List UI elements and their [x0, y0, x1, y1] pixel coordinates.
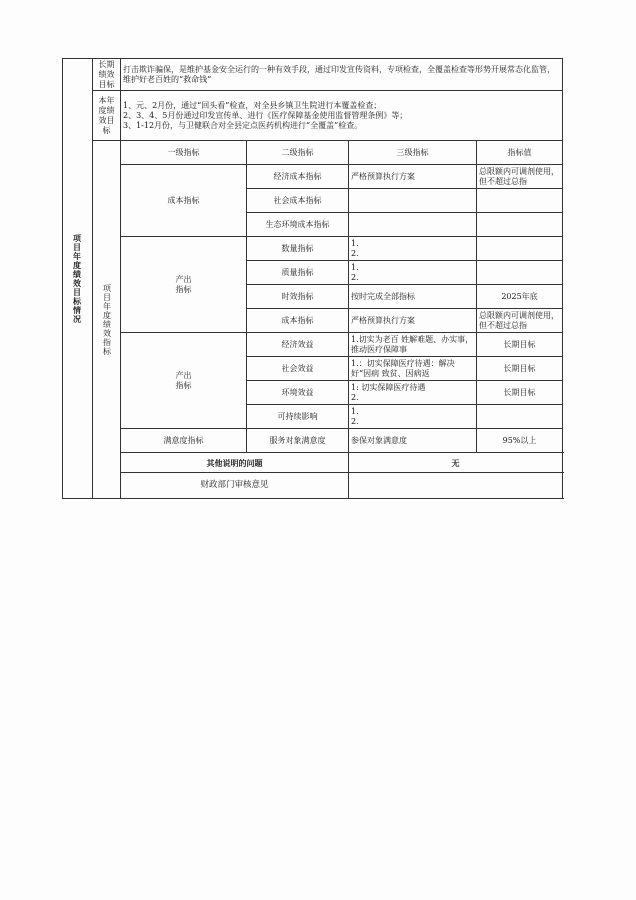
- value-cell: 总限额内可调剂使用，但不超过总指: [477, 165, 563, 189]
- performance-table: [62, 58, 563, 499]
- indicator-label: 项目年度绩效指标: [93, 141, 121, 499]
- value-cell: 长期目标: [477, 381, 563, 405]
- level3-cell: 1.：切实保障医疗待遇：解决好“因病 致贫、因病返: [349, 357, 477, 381]
- group-output-benefit: 产出 指标: [121, 333, 247, 429]
- value-cell: [477, 237, 563, 261]
- annual-goal-line: 2、3、4、5月份通过印发宣传单、进行《医疗保障基金使用监督管理条例》等；: [123, 110, 408, 120]
- value-cell: 2025年底: [477, 285, 563, 309]
- finance-review-cell: [349, 473, 563, 499]
- annual-goal-label: 本年度绩效目标: [93, 91, 121, 141]
- other-issues-label: 其他说明的问题: [121, 453, 349, 473]
- annual-goal-line: 1、元、2月份，通过“回头看”检查，对全县乡镇卫生院进行本覆盖检查；: [123, 100, 382, 110]
- header-value: 指标值: [477, 141, 563, 165]
- header-level1: 一级指标: [121, 141, 247, 165]
- level2-cell: 经济效益: [247, 333, 349, 357]
- group-output: 产出 指标: [121, 237, 247, 333]
- group-satisfaction: 满意度指标: [121, 429, 247, 453]
- annual-goal-line: 3、1-12月份，与卫健联合对全县定点医药机构进行“全覆盖”检查。: [123, 120, 363, 130]
- value-cell: 长期目标: [477, 333, 563, 357]
- level2-cell: 环境效益: [247, 381, 349, 405]
- level2-cell: 服务对象满意度: [247, 429, 349, 453]
- level2-cell: 可持续影响: [247, 405, 349, 429]
- other-issues-value: 无: [349, 453, 563, 473]
- level3-cell: [349, 213, 477, 237]
- level3-cell: [349, 189, 477, 213]
- level3-cell: 严格预算执行方案: [349, 165, 477, 189]
- level3-cell: 按时完成全部指标: [349, 285, 477, 309]
- section-title: 项目年度绩效目标情况: [63, 59, 93, 499]
- value-cell: 95%以上: [477, 429, 563, 453]
- value-cell: [477, 261, 563, 285]
- level2-cell: 时效指标: [247, 285, 349, 309]
- value-cell: [477, 189, 563, 213]
- value-cell: [477, 213, 563, 237]
- level3-cell: 1.切实为老百 姓解难题、办实事， 推动医疗保障事: [349, 333, 477, 357]
- level2-cell: 社会效益: [247, 357, 349, 381]
- finance-review-label: 财政部门审核意见: [121, 473, 349, 499]
- level2-cell: 生态环境成本指标: [247, 213, 349, 237]
- annual-goal-text: [121, 91, 563, 141]
- level3-cell: 1. 2.: [349, 261, 477, 285]
- value-cell: 总限额内可调剂使用，但不超过总指: [477, 309, 563, 333]
- level2-cell: 数量指标: [247, 237, 349, 261]
- level2-cell: 成本指标: [247, 309, 349, 333]
- value-cell: 长期目标: [477, 357, 563, 381]
- level2-cell: 社会成本指标: [247, 189, 349, 213]
- long-term-goal-label: 长期绩效目标: [93, 59, 121, 91]
- header-level2: 二级指标: [247, 141, 349, 165]
- header-level3: 三级指标: [349, 141, 477, 165]
- level2-cell: 质量指标: [247, 261, 349, 285]
- level3-cell: 参保对象满意度: [349, 429, 477, 453]
- level3-cell: 1: 切实保障医疗待遇 2.: [349, 381, 477, 405]
- value-cell: [477, 405, 563, 429]
- group-cost: 成本指标: [121, 165, 247, 237]
- level2-cell: 经济成本指标: [247, 165, 349, 189]
- long-term-goal-text: 打击欺诈骗保，是维护基金安全运行的一种有效手段，通过印发宣传资料，专项检查，全覆盖检查等形势开展常态化监管，维护好老百姓的“救命钱”: [121, 59, 563, 91]
- level3-cell: 1. 2.: [349, 405, 477, 429]
- level3-cell: 1. 2.: [349, 237, 477, 261]
- level3-cell: 严格预算执行方案: [349, 309, 477, 333]
